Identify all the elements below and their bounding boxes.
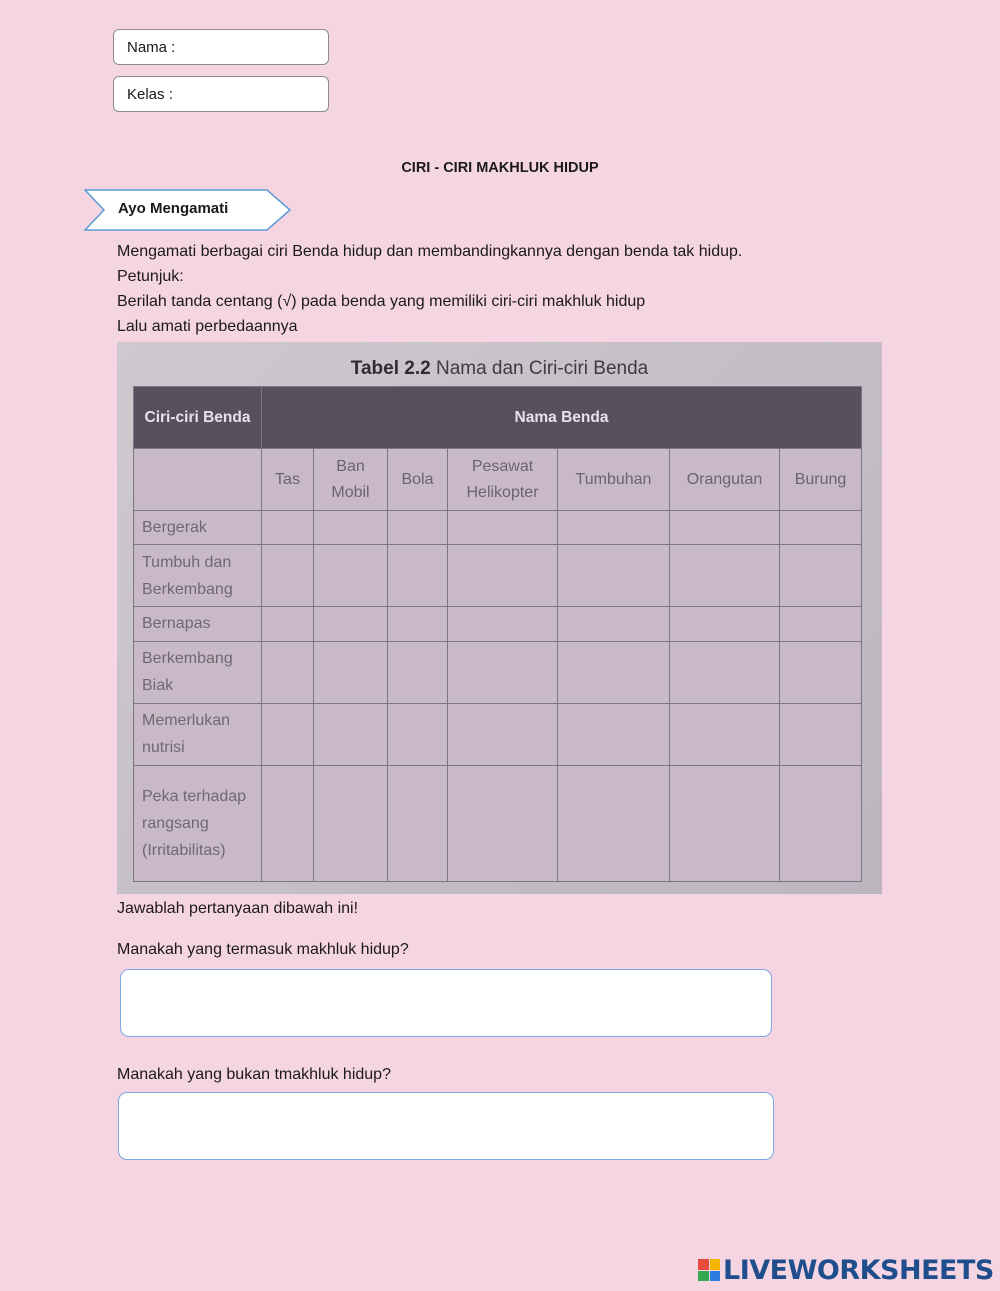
corner-header: Ciri-ciri Benda: [134, 387, 262, 449]
logo-mark-icon: [698, 1259, 720, 1281]
liveworksheets-logo: [698, 1255, 994, 1285]
check-cell[interactable]: [388, 703, 448, 765]
check-cell[interactable]: [314, 703, 388, 765]
answer-2-input[interactable]: [118, 1092, 774, 1160]
class-label: Kelas :: [127, 85, 173, 103]
check-cell[interactable]: [670, 511, 780, 545]
column-header: Tumbuhan: [558, 449, 670, 511]
intro-line-4: Lalu amati perbedaannya: [117, 318, 298, 335]
check-cell[interactable]: [262, 511, 314, 545]
row-label: Tumbuh dan Berkembang: [134, 545, 262, 607]
intro-line-1: Mengamati berbagai ciri Benda hidup dan membandingkannya dengan benda tak hidup.: [117, 243, 743, 260]
table-row: [134, 545, 862, 607]
check-cell[interactable]: [388, 641, 448, 703]
row-label: Memerlukan nutrisi: [134, 703, 262, 765]
check-cell[interactable]: [558, 607, 670, 641]
check-cell[interactable]: [780, 641, 862, 703]
check-cell[interactable]: [262, 765, 314, 881]
column-header: Burung: [780, 449, 862, 511]
page-title: CIRI - CIRI MAKHLUK HIDUP: [401, 160, 599, 176]
column-header: Pesawat Helikopter: [448, 449, 558, 511]
class-field[interactable]: [113, 76, 329, 112]
check-cell[interactable]: [780, 765, 862, 881]
check-cell[interactable]: [448, 641, 558, 703]
row-label: Bernapas: [134, 607, 262, 641]
check-cell[interactable]: [448, 765, 558, 881]
question-2: Manakah yang bukan tmakhluk hidup?: [117, 1066, 391, 1083]
check-cell[interactable]: [780, 545, 862, 607]
logo-text: LIVEWORKSHEETS: [723, 1254, 994, 1286]
name-field[interactable]: [113, 29, 329, 65]
column-header: Tas: [262, 449, 314, 511]
group-header: Nama Benda: [262, 387, 862, 449]
check-cell[interactable]: [262, 607, 314, 641]
check-cell[interactable]: [448, 703, 558, 765]
check-cell[interactable]: [670, 545, 780, 607]
intro-line-2: Petunjuk:: [117, 268, 184, 285]
check-cell[interactable]: [780, 703, 862, 765]
check-cell[interactable]: [448, 607, 558, 641]
column-header: Orangutan: [670, 449, 780, 511]
check-cell[interactable]: [670, 641, 780, 703]
name-label: Nama :: [127, 38, 176, 56]
column-header: Ban Mobil: [314, 449, 388, 511]
check-cell[interactable]: [780, 607, 862, 641]
check-cell[interactable]: [314, 545, 388, 607]
check-cell[interactable]: [388, 511, 448, 545]
table-row: [134, 703, 862, 765]
check-cell[interactable]: [388, 765, 448, 881]
check-cell[interactable]: [558, 511, 670, 545]
check-cell[interactable]: [314, 641, 388, 703]
check-cell[interactable]: [558, 765, 670, 881]
row-label: Berkembang Biak: [134, 641, 262, 703]
check-cell[interactable]: [262, 703, 314, 765]
check-cell[interactable]: [670, 607, 780, 641]
answer-1-input[interactable]: [120, 969, 772, 1037]
check-cell[interactable]: [388, 545, 448, 607]
check-cell[interactable]: [262, 641, 314, 703]
check-cell[interactable]: [558, 641, 670, 703]
check-cell[interactable]: [314, 765, 388, 881]
check-cell[interactable]: [780, 511, 862, 545]
table-row: [134, 511, 862, 545]
question-1: Manakah yang termasuk makhluk hidup?: [117, 941, 409, 958]
table-row: [134, 765, 862, 881]
table-caption-number: Tabel 2.2: [350, 358, 431, 379]
table-row: [134, 607, 862, 641]
check-cell[interactable]: [388, 607, 448, 641]
check-cell[interactable]: [262, 545, 314, 607]
check-cell[interactable]: [448, 511, 558, 545]
characteristics-table: [133, 386, 862, 882]
check-cell[interactable]: [670, 765, 780, 881]
row-label: Bergerak: [134, 511, 262, 545]
table-row: [134, 641, 862, 703]
column-header: Bola: [388, 449, 448, 511]
blank-header-cell: [134, 449, 262, 511]
check-cell[interactable]: [670, 703, 780, 765]
check-cell[interactable]: [558, 545, 670, 607]
row-label: Peka terhadap rangsang (Irritabilitas): [134, 765, 262, 881]
check-cell[interactable]: [314, 607, 388, 641]
check-cell[interactable]: [448, 545, 558, 607]
intro-line-3: Berilah tanda centang (√) pada benda yang memiliki ciri-ciri makhluk hidup: [117, 293, 646, 310]
question-instruction: Jawablah pertanyaan dibawah ini!: [117, 900, 359, 917]
check-cell[interactable]: [558, 703, 670, 765]
textbook-table-photo: [117, 342, 882, 894]
check-cell[interactable]: [314, 511, 388, 545]
banner-label: Ayo Mengamati: [118, 200, 229, 217]
table-caption: [117, 358, 882, 380]
section-banner: [84, 189, 292, 231]
table-caption-text: Nama dan Ciri-ciri Benda: [430, 358, 649, 379]
